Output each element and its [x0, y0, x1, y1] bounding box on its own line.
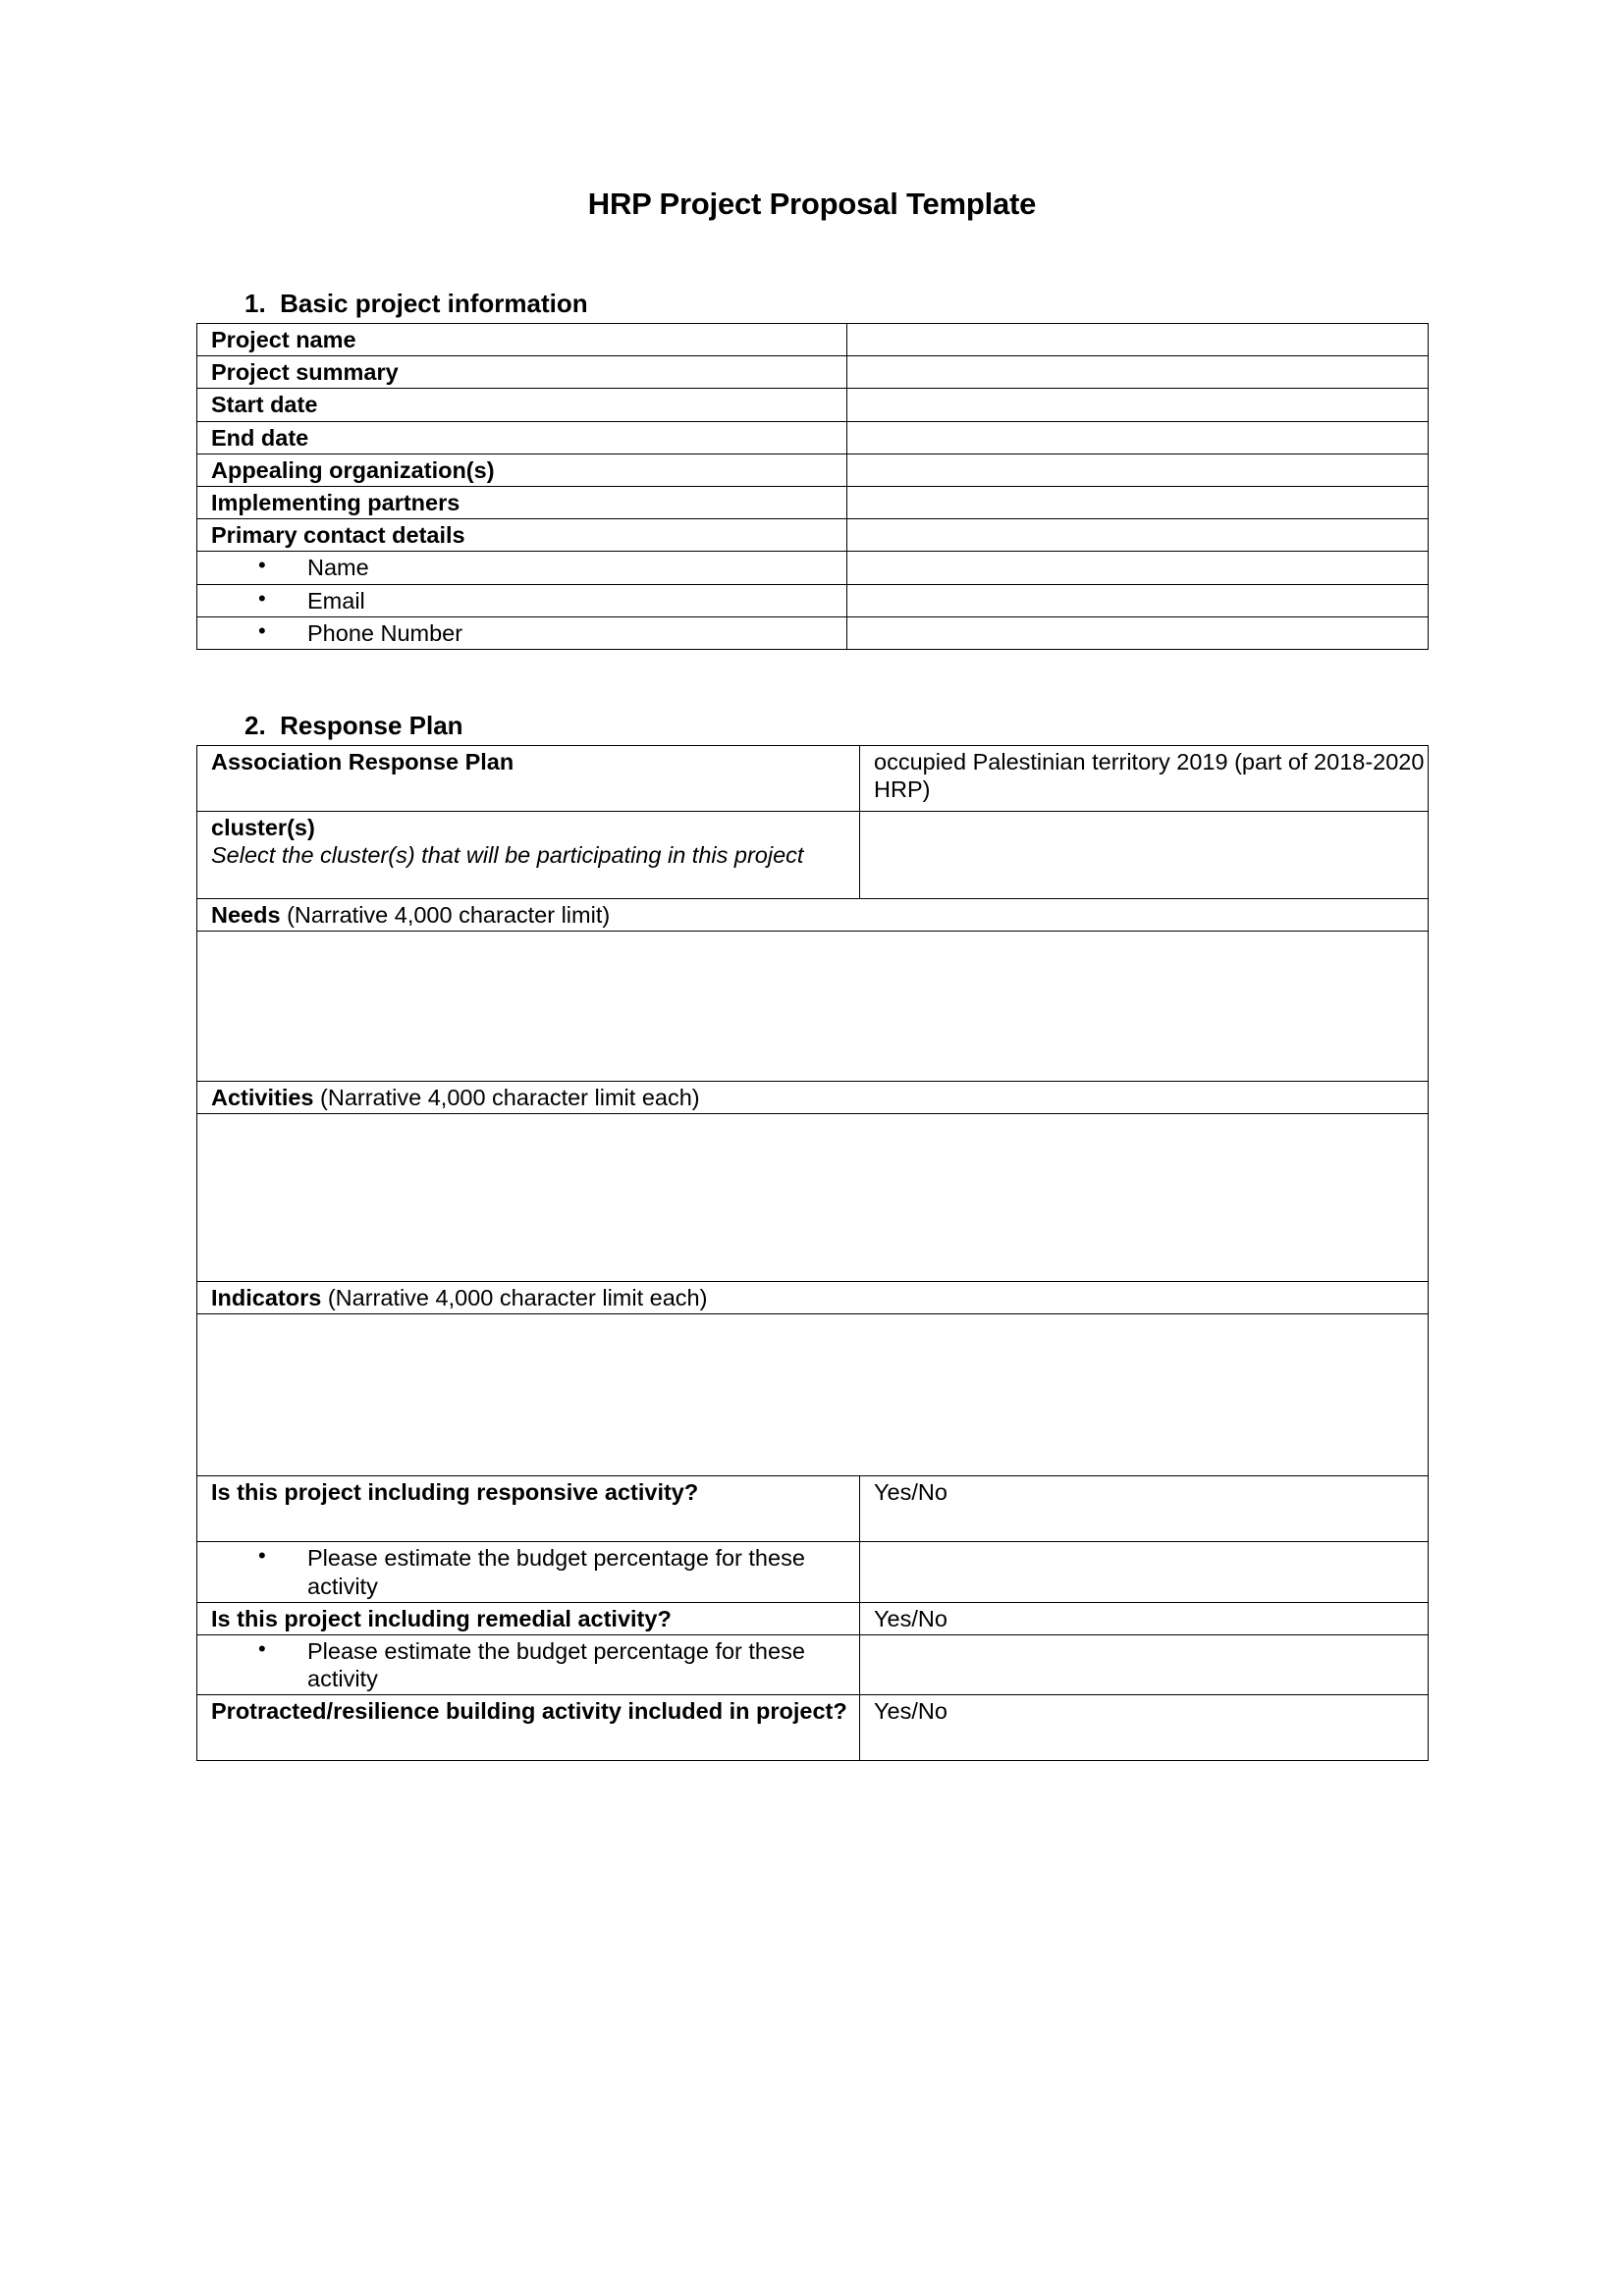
row-value-implementing-partners[interactable]: [847, 486, 1429, 518]
row-label-contact-phone: [197, 616, 847, 649]
section-1-number: 1.: [244, 289, 266, 318]
indicators-input-area[interactable]: [197, 1314, 1429, 1476]
row-label-project-summary: Project summary: [197, 356, 847, 389]
row-label-responsive-activity-question: Is this project including responsive activity?: [197, 1476, 860, 1542]
row-label-implementing-partners: Implementing partners: [197, 486, 847, 518]
row-value-clusters[interactable]: [860, 811, 1429, 898]
needs-limit: (Narrative 4,000 character limit): [280, 901, 611, 928]
row-label-responsive-budget-percentage: [197, 1542, 860, 1602]
bullet-item-label: • Email: [211, 587, 846, 614]
activities-limit: (Narrative 4,000 character limit each): [313, 1085, 700, 1111]
table-row: [197, 745, 1429, 811]
row-label-activities: [197, 1082, 1429, 1114]
row-label-remedial-budget-percentage: [197, 1635, 860, 1695]
row-value-remedial-budget-percentage[interactable]: [860, 1635, 1429, 1695]
row-label-remedial-activity-question: Is this project including remedial activity?: [197, 1602, 860, 1634]
row-value-protracted-resilience-answer[interactable]: Yes/No: [860, 1695, 1429, 1761]
row-value-project-name[interactable]: [847, 324, 1429, 356]
table-row: [197, 1114, 1429, 1282]
table-row: [197, 1695, 1429, 1761]
table-row: [197, 519, 1429, 552]
needs-input-area[interactable]: [197, 932, 1429, 1082]
table-row: [197, 1082, 1429, 1114]
table-row: [197, 1282, 1429, 1314]
row-value-start-date[interactable]: [847, 389, 1429, 421]
row-value-project-summary[interactable]: [847, 356, 1429, 389]
section-response-plan: [0, 711, 1624, 1762]
table-row: [197, 811, 1429, 898]
row-value-end-date[interactable]: [847, 421, 1429, 454]
table-row: [197, 486, 1429, 518]
clusters-hint: Select the cluster(s) that will be participating in this project: [211, 842, 804, 869]
indicators-limit: (Narrative 4,000 character limit each): [321, 1285, 708, 1311]
page-title: HRP Project Proposal Template: [587, 187, 1037, 221]
section-2-title: Response Plan: [280, 710, 463, 740]
row-value-contact-email[interactable]: [847, 584, 1429, 616]
row-label-protracted-resilience-question: Protracted/resilience building activity included in project?: [197, 1695, 860, 1761]
row-value-primary-contact-details[interactable]: [847, 519, 1429, 552]
table-row: [197, 932, 1429, 1082]
section-2-heading: [0, 711, 1624, 741]
indicators-label: Indicators: [211, 1285, 322, 1311]
table-row: [197, 324, 1429, 356]
row-value-contact-name[interactable]: [847, 552, 1429, 584]
table-row: [197, 454, 1429, 486]
row-value-remedial-activity-answer[interactable]: Yes/No: [860, 1602, 1429, 1634]
table-row: [197, 421, 1429, 454]
row-label-clusters: [197, 811, 860, 898]
section-1-title: Basic project information: [280, 289, 588, 318]
table-row: [197, 356, 1429, 389]
bullet-item-label: • Name: [211, 554, 846, 581]
row-label-needs: [197, 898, 1429, 931]
row-label-indicators: [197, 1282, 1429, 1314]
response-plan-table: [196, 745, 1429, 1762]
bullet-item-label: • Please estimate the budget percentage for these activity: [211, 1637, 859, 1692]
table-row: [197, 1314, 1429, 1476]
bullet-item-label: • Please estimate the budget percentage for these activity: [211, 1544, 859, 1599]
section-1-heading: [0, 289, 1624, 319]
activities-input-area[interactable]: [197, 1114, 1429, 1282]
bullet-item-label: • Phone Number: [211, 619, 846, 647]
table-row: [197, 1542, 1429, 1602]
basic-project-information-table: [196, 323, 1429, 650]
row-value-responsive-activity-answer[interactable]: Yes/No: [860, 1476, 1429, 1542]
row-label-appealing-organizations: Appealing organization(s): [197, 454, 847, 486]
table-row: [197, 584, 1429, 616]
table-row: [197, 1635, 1429, 1695]
row-value-contact-phone[interactable]: [847, 616, 1429, 649]
row-label-contact-name: [197, 552, 847, 584]
row-label-association-response-plan: Association Response Plan: [197, 745, 860, 811]
activities-label: Activities: [211, 1085, 314, 1111]
needs-label: Needs: [211, 901, 281, 928]
table-row: [197, 1476, 1429, 1542]
row-value-association-response-plan[interactable]: occupied Palestinian territory 2019 (part of 2018-2020 HRP): [860, 745, 1429, 811]
table-row: [197, 898, 1429, 931]
row-label-primary-contact-details: Primary contact details: [197, 519, 847, 552]
table-row: [197, 616, 1429, 649]
row-value-appealing-organizations[interactable]: [847, 454, 1429, 486]
row-label-contact-email: [197, 584, 847, 616]
row-label-start-date: Start date: [197, 389, 847, 421]
section-basic-project-information: [0, 289, 1624, 650]
clusters-label: cluster(s): [211, 814, 315, 840]
table-row: [197, 552, 1429, 584]
table-row: [197, 389, 1429, 421]
table-row: [197, 1602, 1429, 1634]
row-label-end-date: End date: [197, 421, 847, 454]
row-value-responsive-budget-percentage[interactable]: [860, 1542, 1429, 1602]
row-label-project-name: Project name: [197, 324, 847, 356]
section-2-number: 2.: [244, 710, 266, 740]
